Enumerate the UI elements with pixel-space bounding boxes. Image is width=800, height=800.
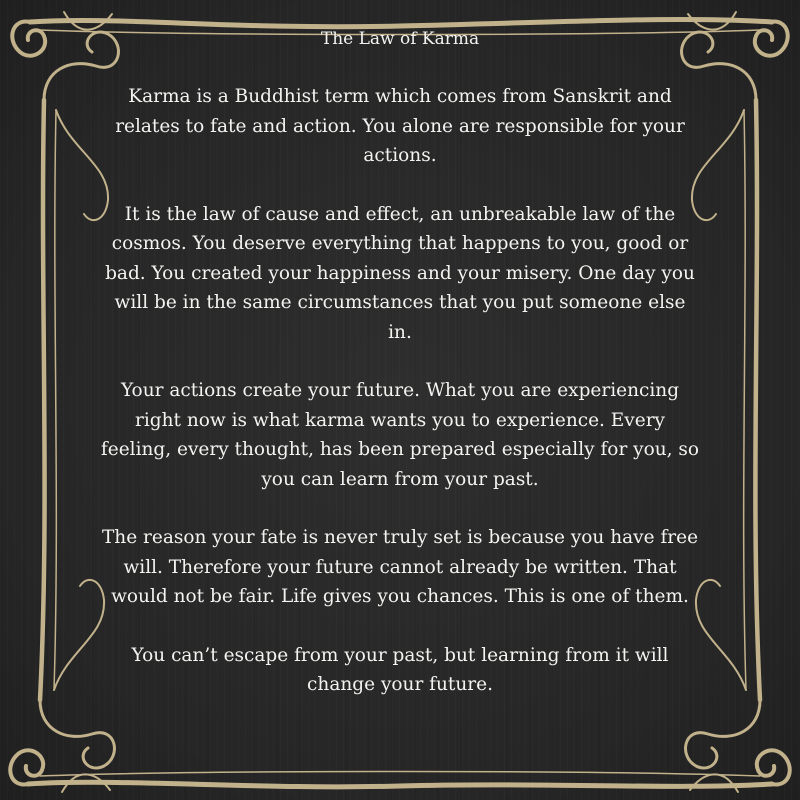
frame-corner-top-left [12, 22, 45, 56]
frame-corner-bottom-left [10, 750, 43, 784]
frame-bottom-band [28, 782, 772, 787]
frame-corner-top-right [755, 22, 788, 56]
paragraph-4: The reason your fate is never truly set is because you have free will. Therefore your future cannot already be written. That would not be fair. Life gives you chances. This is one of them. [101, 527, 699, 607]
frame-right-line [755, 100, 760, 700]
poster-title: The Law of Karma [320, 29, 480, 49]
frame-corner-bottom-right [757, 750, 790, 784]
paragraph-5: You can’t escape from your past, but learning from it will change your future. [131, 644, 669, 695]
poster-text-block [100, 24, 700, 729]
paragraph-3: Your actions create your future. What you are experiencing right now is what karma wants you to experience. Every feeling, every thought, has been prepared especially for you, so you can learn from your past. [100, 380, 700, 490]
paragraph-1: Karma is a Buddhist term which comes from Sanskrit and relates to fate and action. You alone are responsible for your actions. [115, 86, 685, 166]
paragraph-2: It is the law of cause and effect, an unbreakable law of the cosmos. You deserve everything that happens to you, good or bad. You created your happiness and your misery. One day you will be in the same circumstances that you put someone else in. [105, 203, 695, 343]
frame-left-line [40, 100, 45, 700]
